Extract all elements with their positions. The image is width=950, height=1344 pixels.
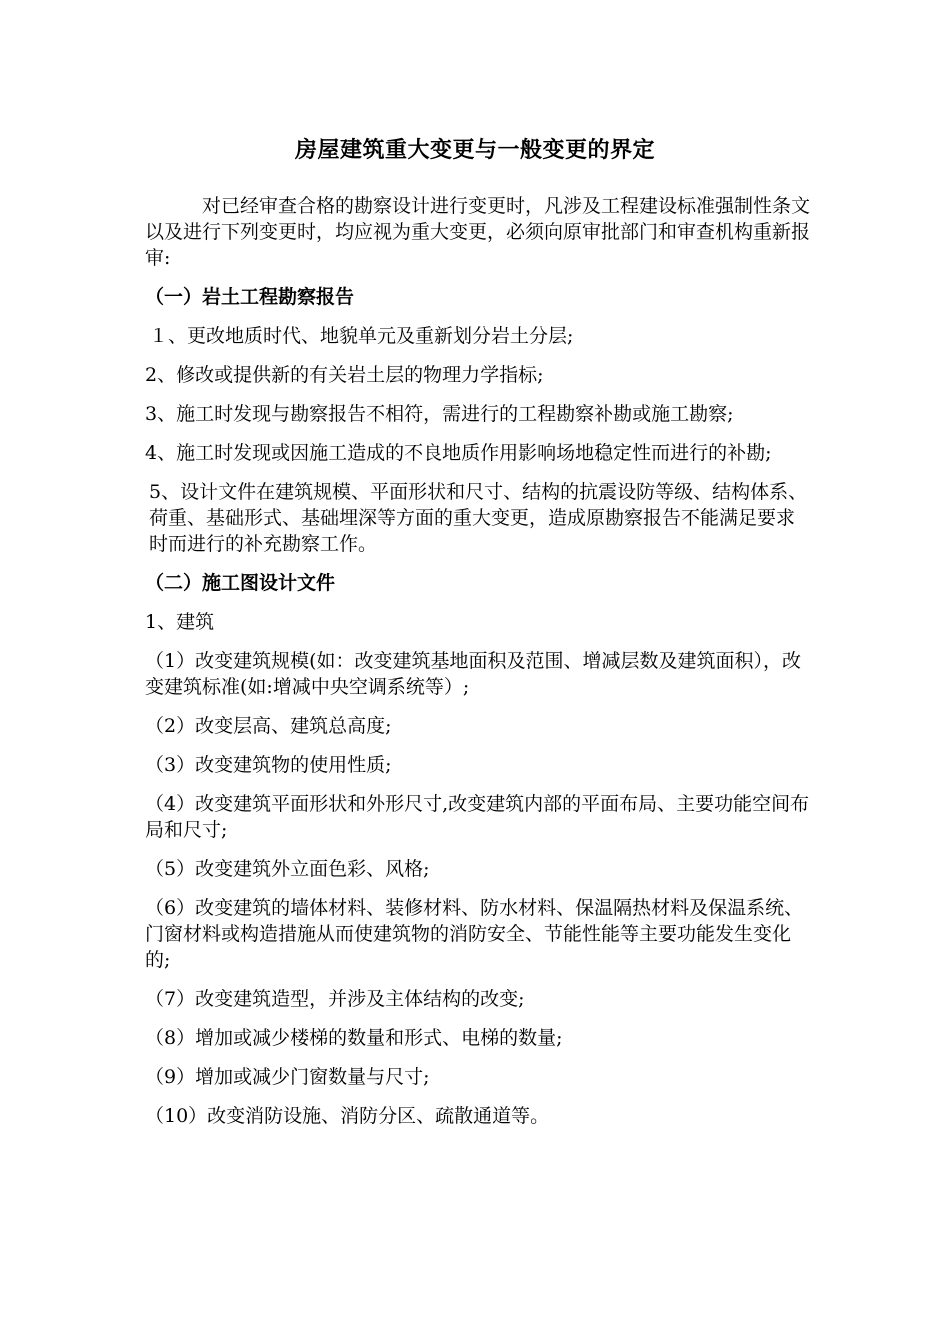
section-heading-construction-drawings: （二）施工图设计文件 <box>145 572 336 594</box>
document-title: 房屋建筑重大变更与一般变更的界定 <box>294 137 655 163</box>
list-item: 3、施工时发现与勘察报告不相符，需进行的工程勘察补勘或施工勘察; <box>145 403 734 425</box>
list-item: 4、施工时发现或因施工造成的不良地质作用影响场地稳定性而进行的补勘; <box>145 442 772 464</box>
list-item: （10）改变消防设施、消防分区、疏散通道等。 <box>145 1105 550 1127</box>
list-item: （8）增加或减少楼梯的数量和形式、电梯的数量; <box>145 1027 563 1049</box>
list-item: （2）改变层高、建筑总高度; <box>145 715 392 737</box>
intro-paragraph: 对已经审查合格的勘察设计进行变更时，凡涉及工程建设标准强制性条文以及进行下列变更时，均应视为重大变更，必须向原审批部门和审查机构重新报审: <box>145 195 811 269</box>
list-item: （6）改变建筑的墙体材料、装修材料、防水材料、保温隔热材料及保温系统、门窗材料或构造措施从而使建筑物的消防安全、节能性能等主要功能发生变化的; <box>145 897 804 971</box>
list-item: （4）改变建筑平面形状和外形尺寸,改变建筑内部的平面布局、主要功能空间布局和尺寸; <box>145 793 810 841</box>
subsection-heading-architecture: 1、建筑 <box>145 611 215 633</box>
list-item: （9）增加或减少门窗数量与尺寸; <box>145 1066 430 1088</box>
list-item: 2、修改或提供新的有关岩土层的物理力学指标; <box>145 364 544 386</box>
list-item: １、更改地质时代、地貌单元及重新划分岩土分层; <box>149 325 574 347</box>
list-item: （5）改变建筑外立面色彩、风格; <box>145 858 430 880</box>
list-item: （7）改变建筑造型，并涉及主体结构的改变; <box>145 988 525 1010</box>
document-body <box>145 193 810 1142</box>
section-heading-geotechnical: （一）岩土工程勘察报告 <box>145 286 355 308</box>
list-item: （1）改变建筑规模(如：改变建筑基地面积及范围、增减层数及建筑面积），改变建筑标准(如:增减中央空调系统等）; <box>145 650 802 698</box>
list-item: （3）改变建筑物的使用性质; <box>145 754 392 776</box>
list-item: 5、设计文件在建筑规模、平面形状和尺寸、结构的抗震设防等级、结构体系、荷重、基础形式、基础埋深等方面的重大变更，造成原勘察报告不能满足要求时而进行的补充勘察工作。 <box>149 481 808 555</box>
